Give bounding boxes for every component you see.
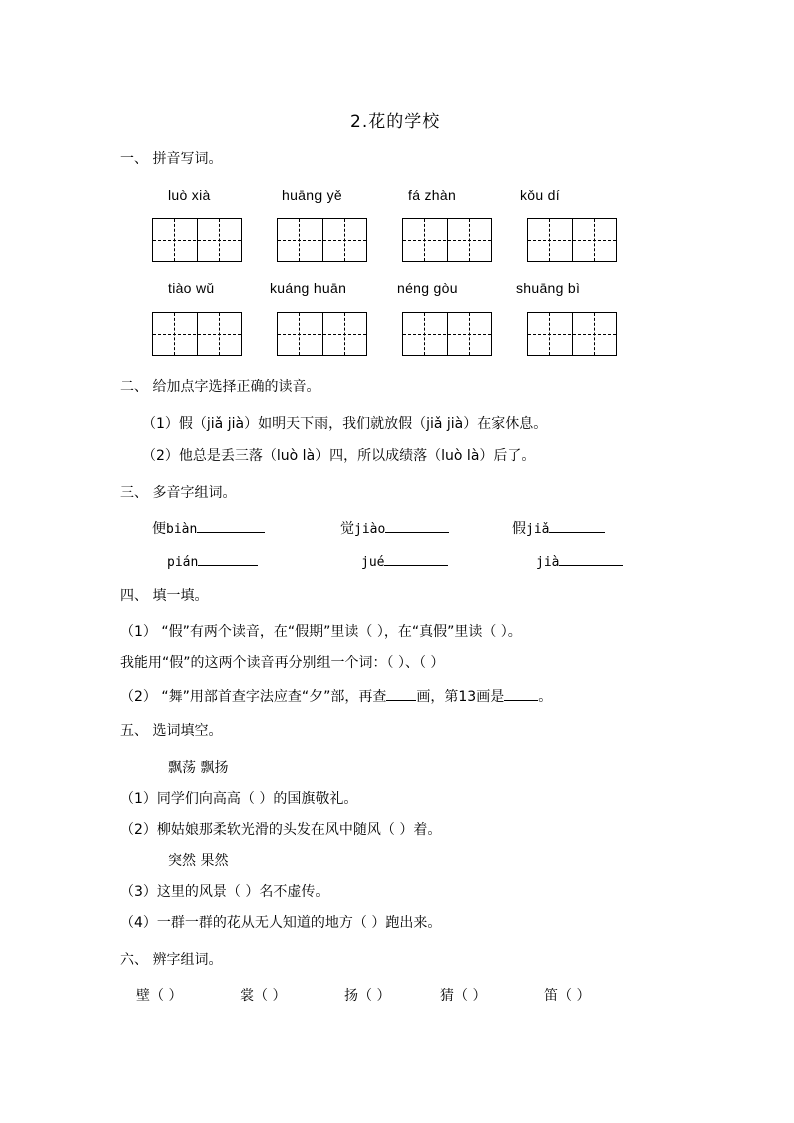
question-part: 画，第13画是: [416, 689, 505, 705]
polyphone-item: [340, 519, 449, 538]
question-text: （1）同学们向高高（ ）的国旗敬礼。: [120, 791, 358, 807]
pinyin-label: kuáng huān: [270, 280, 347, 296]
question-part: （2） “舞”用部首查字法应查“夕”部，再查: [120, 689, 387, 705]
section5-heading: 五、 选词填空。: [120, 723, 223, 739]
pinyin-label: fá zhàn: [408, 187, 457, 203]
word-item: 笛（ ）: [544, 988, 591, 1004]
answer-blank[interactable]: [386, 687, 416, 701]
pinyin-label: tiào wǔ: [168, 280, 215, 296]
word-item: 壁（ ）: [136, 988, 183, 1004]
writing-grid[interactable]: [402, 312, 492, 356]
pinyin-label: jià: [536, 555, 560, 570]
question-text: （2）他总是丢三落（luò là）四，所以成绩落（luò là）后了。: [142, 448, 536, 464]
writing-grid[interactable]: [277, 218, 367, 262]
word-item: 裳（ ）: [240, 988, 287, 1004]
pinyin-label: kǒu dí: [520, 187, 560, 203]
pinyin-label: jiǎ: [526, 522, 550, 537]
page-title: 2.花的学校: [350, 112, 441, 132]
polyphone-char: 假: [512, 521, 526, 537]
polyphone-char: 便: [152, 521, 166, 537]
question-text: （1）假（jiǎ jià）如明天下雨，我们就放假（jiǎ jià）在家休息。: [142, 416, 548, 432]
section4-heading: 四、 填一填。: [120, 588, 209, 604]
pinyin-label: néng gòu: [397, 280, 458, 296]
section6-heading: 六、 辨字组词。: [120, 952, 223, 968]
polyphone-item: [536, 552, 623, 571]
question-text: （1） “假”有两个读音，在“假期”里读（ ），在“真假”里读（ ）。: [120, 624, 522, 640]
answer-blank[interactable]: [559, 552, 623, 566]
question-text: （2）柳姑娘那柔软光滑的头发在风中随风（ ）着。: [120, 822, 442, 838]
answer-blank[interactable]: [384, 552, 448, 566]
writing-grid[interactable]: [277, 312, 367, 356]
question-text: （3）这里的风景（ ）名不虚传。: [120, 884, 330, 900]
word-choices: 飘荡 飘扬: [168, 760, 229, 776]
pinyin-label: jué: [361, 555, 385, 570]
pinyin-label: huāng yě: [282, 187, 343, 203]
answer-blank[interactable]: [504, 687, 538, 701]
writing-grid[interactable]: [527, 218, 617, 262]
answer-blank[interactable]: [197, 519, 265, 533]
writing-grid[interactable]: [402, 218, 492, 262]
writing-grid[interactable]: [152, 312, 242, 356]
polyphone-char: 觉: [340, 521, 354, 537]
question-part: 。: [538, 689, 553, 705]
pinyin-label: pián: [167, 555, 199, 570]
section3-heading: 三、 多音字组词。: [120, 485, 237, 501]
polyphone-item: [361, 552, 448, 571]
word-item: 猜（ ）: [440, 988, 487, 1004]
pinyin-label: luò xià: [168, 187, 211, 203]
word-choices: 突然 果然: [168, 853, 229, 869]
word-item: 扬（ ）: [344, 988, 391, 1004]
question-text: 我能用“假”的这两个读音再分别组一个词：（ ）、（ ）: [120, 655, 445, 671]
section2-heading: 二、 给加点字选择正确的读音。: [120, 379, 321, 395]
polyphone-item: [152, 519, 265, 538]
pinyin-label: jiào: [354, 522, 386, 537]
polyphone-item: [512, 519, 605, 538]
writing-grid[interactable]: [527, 312, 617, 356]
pinyin-label: biàn: [166, 522, 198, 537]
pinyin-label: shuāng bì: [516, 280, 581, 296]
answer-blank[interactable]: [549, 519, 605, 533]
polyphone-item: [167, 552, 258, 571]
question-text: （4）一群一群的花从无人知道的地方（ ）跑出来。: [120, 915, 442, 931]
answer-blank[interactable]: [198, 552, 258, 566]
question-text: [120, 687, 552, 705]
section1-heading: 一、 拼音写词。: [120, 151, 223, 167]
answer-blank[interactable]: [385, 519, 449, 533]
writing-grid[interactable]: [152, 218, 242, 262]
